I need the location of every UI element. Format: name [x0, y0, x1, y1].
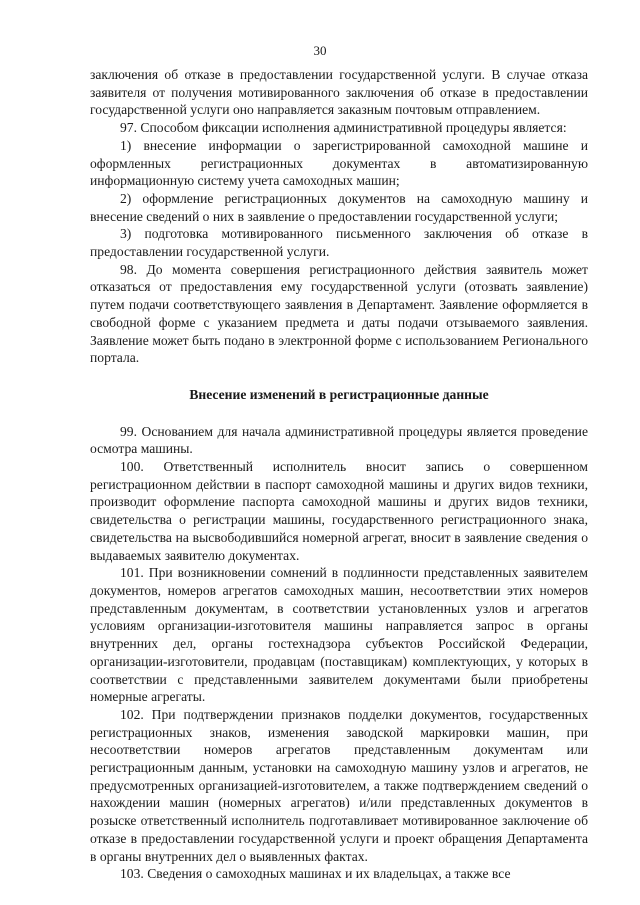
paragraph: 99. Основанием для начала административной процедуры является проведение осмотра машины.: [90, 423, 588, 457]
section-heading: Внесение изменений в регистрационные данные: [189, 386, 489, 402]
paragraph: 100. Ответственный исполнитель вносит запись о совершенном регистрационном действии в паспорт самоходной машины и других видов техники, производит оформление паспорта самоходной машины и других видов техники, свидетельства о регистрации машины, государственного регистрационного знака, свидетельства на высвободившийся номерной агрегат, вносит в заявление сведения о выдаваемых заявителю документах.: [90, 459, 588, 563]
paragraph: 98. До момента совершения регистрационного действия заявитель может отказаться от предоставления ему государственной услуги (отозвать заявление) путем подачи соответствующего заявления в Департамент. Заявление оформляется в свободной форме с указанием предмета и даты подачи отзываемого заявления. Заявление может быть подано в электронной форме с использованием Регионального портала.: [90, 261, 588, 366]
paragraph: 101. При возникновении сомнений в подлинности представленных заявителем документов, номеров агрегатов самоходных машин, несоответствии этих номеров представленным документам, в соответствии установленных узлов и агрегатов условиям организации-изготовителя машины направляется запрос в органы внутренних дел, органы гостехнадзора субъектов Российской Федерации, организации-изготовители, продавцам (поставщикам) комплектующих, у которых в соответствии с представленными заявителем документами были приобретены номерные агрегаты.: [90, 565, 588, 705]
paragraph: 102. При подтверждении признаков подделки документов, государственных регистрационных знаков, изменения заводской маркировки машин, при несоответствии номеров агрегатов представленным документам или регистрационным данным, установки на самоходную машину узлов и агрегатов, не предусмотренных организацией-изготовителем, а также подтверждением сведений о нахождении машин (номерных агрегатов) и/или представленных документов в розыске ответственный исполнитель подготавливает мотивированное заключение об отказе в предоставлении государственной услуги и проект обращения Департамента в органы внутренних дел о выявленных фактах.: [90, 706, 588, 864]
page-number: 30: [313, 43, 327, 58]
paragraph: заключения об отказе в предоставлении государственной услуги. В случае отказа заявителя от получения мотивированного заключения об отказе в предоставлении государственной услуги оно направляется заказным почтовым отправлением.: [90, 67, 588, 118]
paragraph: 3) подготовка мотивированного письменного заключения об отказе в предоставлении государственной услуги.: [90, 226, 588, 260]
paragraph: 2) оформление регистрационных документов на самоходную машину и внесение сведений о них в заявление о предоставлении государственной услуги;: [90, 190, 588, 224]
document-body: [90, 66, 588, 883]
paragraph: 97. Способом фиксации исполнения административной процедуры является:: [120, 120, 567, 136]
paragraph: 103. Сведения о самоходных машинах и их владельцах, а также все: [120, 866, 511, 882]
paragraph: 1) внесение информации о зарегистрированной самоходной машине и оформленных регистрационных документах в автоматизированную информационную систему учета самоходных машин;: [90, 137, 588, 189]
